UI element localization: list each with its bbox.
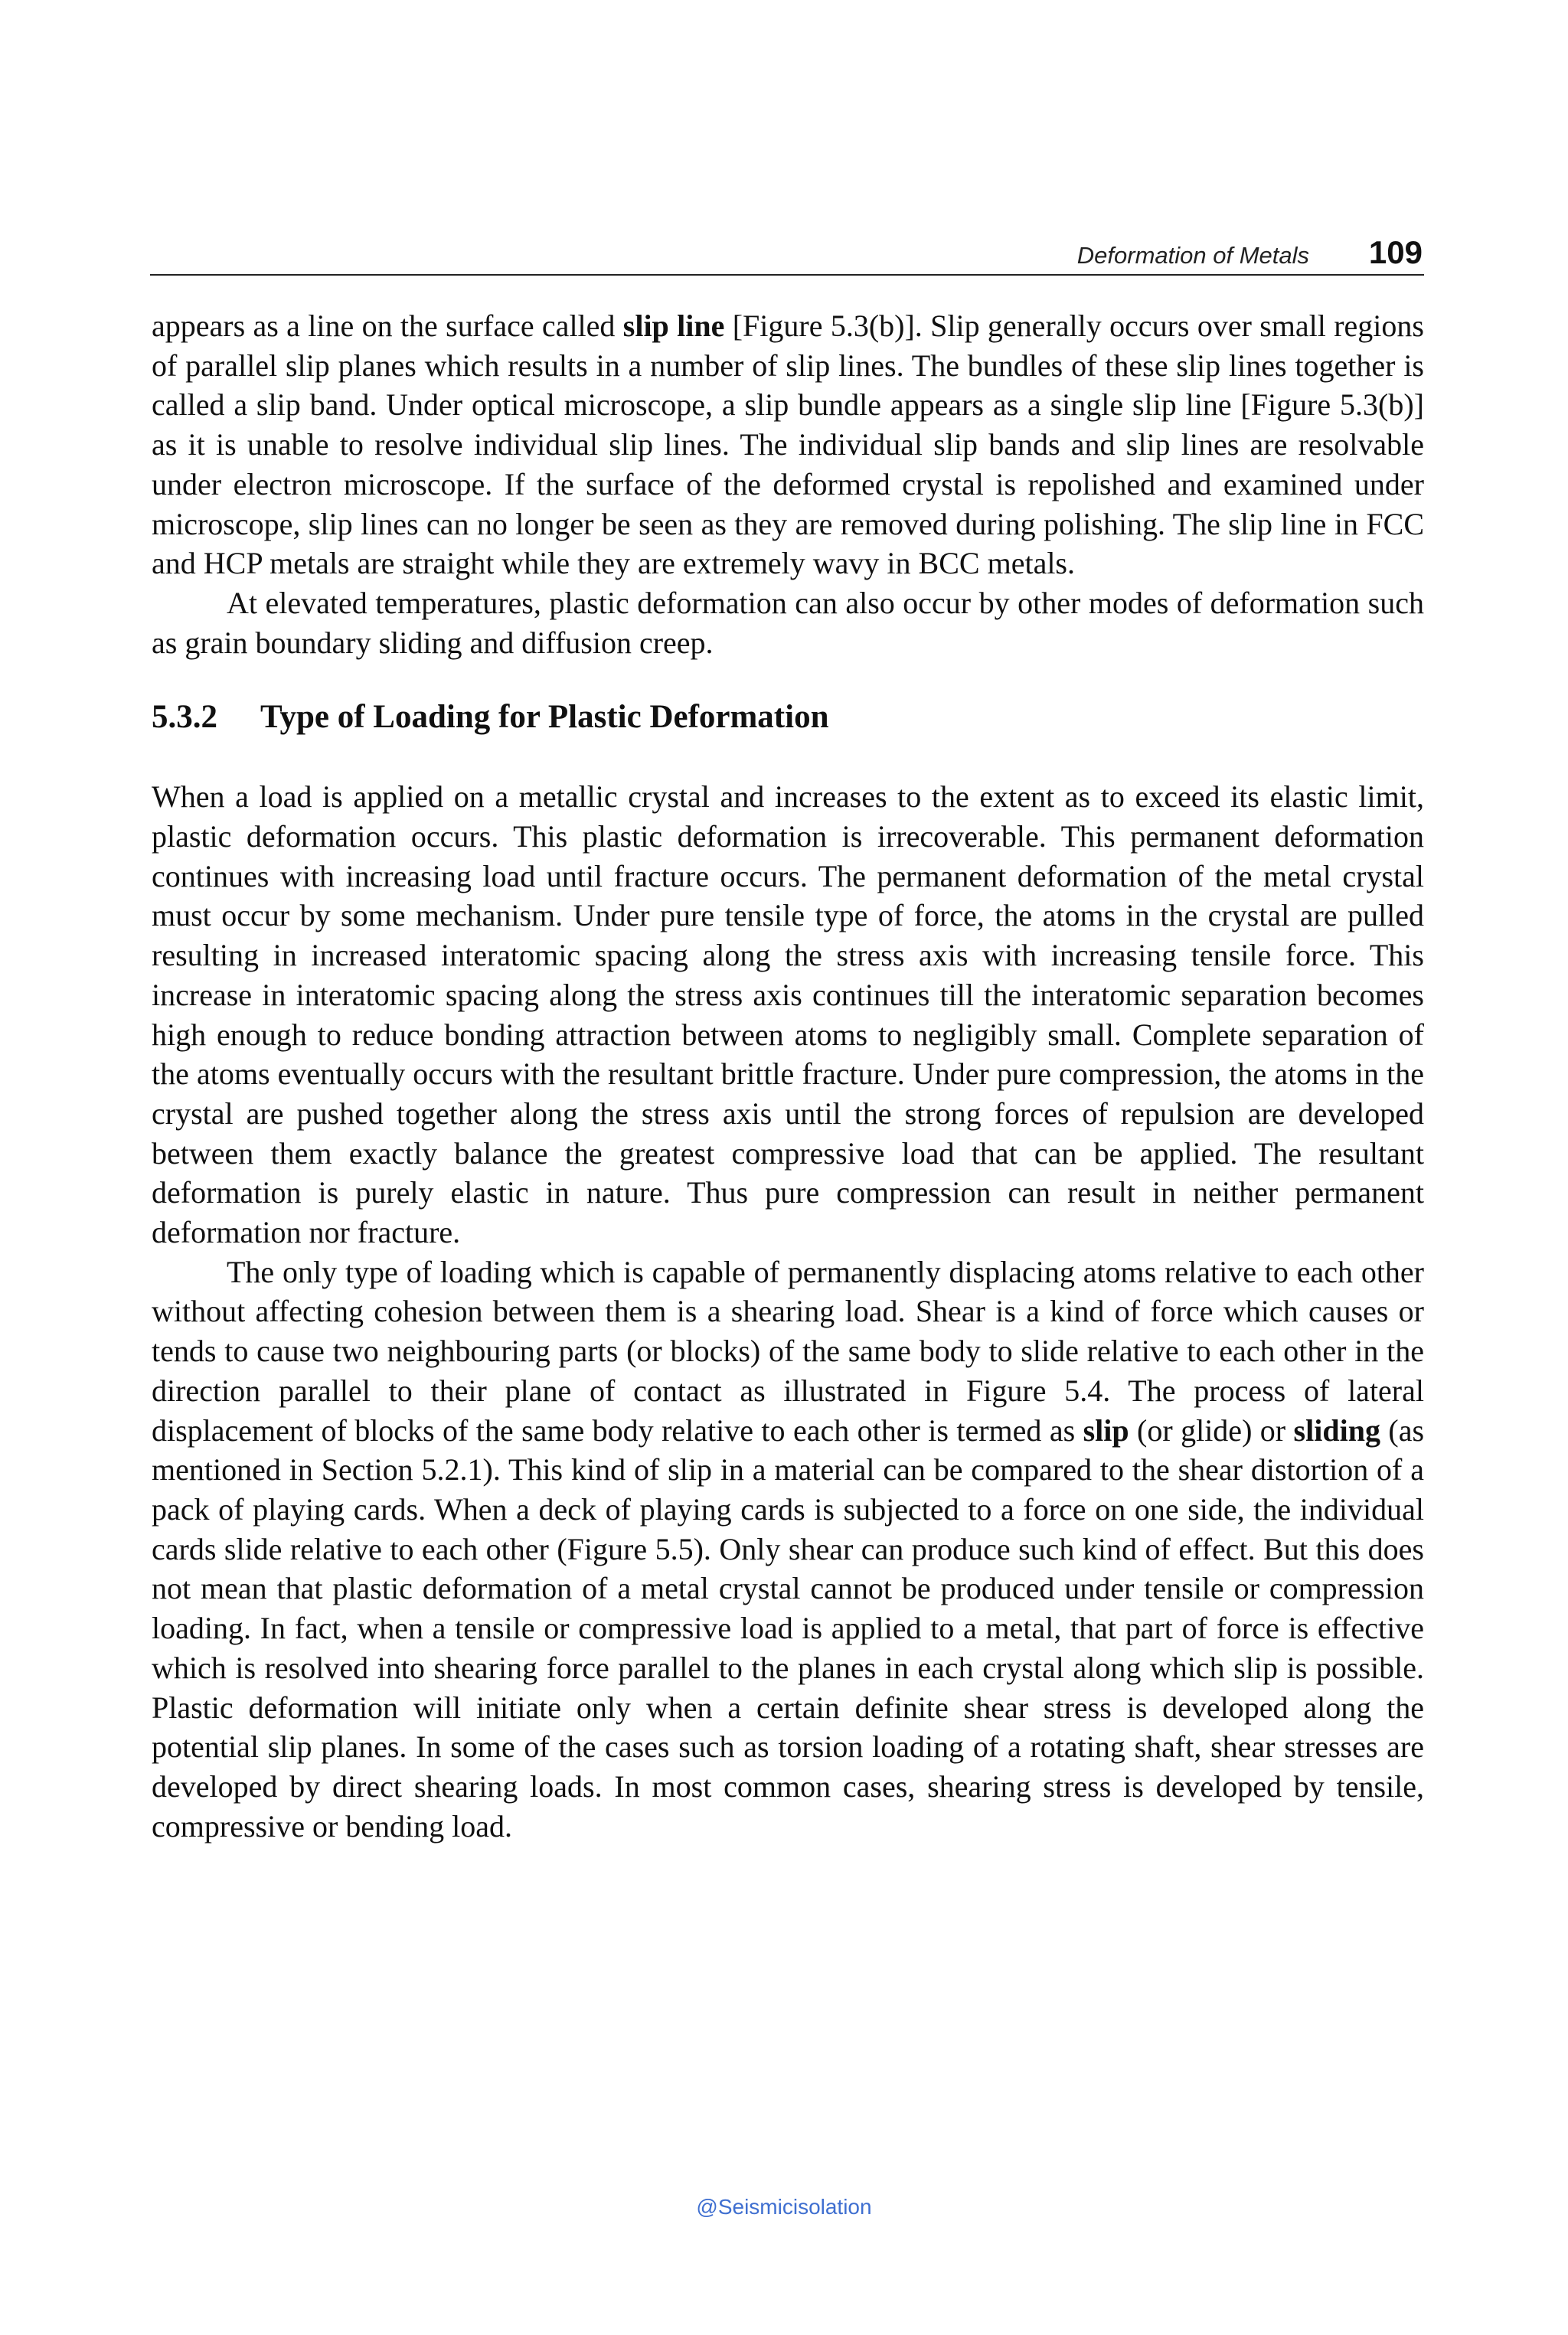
body-text <box>152 306 1424 1846</box>
paragraph-text: The only type of loading which is capable of permanently displacing atoms relative to each other without affecting cohesion between them is a shearing load. Shear is a kind of force which causes or tends to cause two neighbouring parts (or blocks) of the same body to slide relative to each other in the direction parallel to their plane of contact as illustrated in Figure 5.4. The process of lateral displacement of blocks of the same body relative to each other is termed as <box>152 1254 1424 1448</box>
running-header <box>150 234 1424 276</box>
bold-term-sliding: sliding <box>1293 1412 1380 1448</box>
paragraph-text: (or glide) or <box>1129 1412 1294 1448</box>
paragraph-text: (as mentioned in Section 5.2.1). This kind of slip in a material can be compared to the shear distortion of a pack of playing cards. When a deck of playing cards is subjected to a force on one side, the individual cards slide relative to each other (Figure 5.5). Only shear can produce such kind of effect. But this does not mean that plastic deformation of a metal crystal cannot be produced under tensile or compression loading. In fact, when a tensile or compressive load is applied to a metal, that part of force is effective which is resolved into shearing force parallel to the planes in each crystal along which slip is possible. Plastic deformation will initiate only when a certain definite shear stress is developed along the potential slip planes. In some of the cases such as torsion loading of a rotating shaft, shear stresses are developed by direct shearing loads. In most common cases, shearing stress is developed by tensile, compressive or bending load. <box>152 1412 1425 1844</box>
watermark: @Seismicisolation <box>696 2195 872 2219</box>
section-heading <box>152 696 1424 739</box>
page-number: 109 <box>1368 234 1423 270</box>
paragraph-text: appears as a line on the surface called <box>152 309 623 343</box>
running-title: Deformation of Metals <box>1076 242 1309 269</box>
paragraph-shearing-load <box>152 1252 1424 1847</box>
section-number: 5.3.2 <box>152 699 217 736</box>
bold-term-slip: slip <box>1083 1412 1129 1448</box>
paragraph-loading: When a load is applied on a metallic crystal and increases to the extent as to exceed its elastic limit, plastic deformation occurs. This plastic deformation is irrecoverable. This permanent deformation continues with increasing load until fracture occurs. The permanent deformation of the metal crystal must occur by some mechanism. Under pure tensile type of force, the atoms in the crystal are pulled resulting in increased interatomic spacing along the stress axis with increasing tensile force. This increase in interatomic spacing along the stress axis continues till the interatomic separation becomes high enough to reduce bonding attraction between atoms to negligibly small. Complete separation of the atoms eventually occurs with the resultant brittle fracture. Under pure compression, the atoms in the crystal are pushed together along the stress axis until the strong forces of repulsion are developed between them exactly balance the greatest compressive load that can be applied. The resultant deformation is purely elastic in nature. Thus pure compression can result in neither permanent deformation nor fracture. <box>152 779 1424 1250</box>
paragraph-text: [Figure 5.3(b)]. Slip generally occurs over small regions of parallel slip planes which results in a number of slip lines. The bundles of these slip lines together is called a slip band. Under optical microscope, a slip bundle appears as a single slip line [Figure 5.3(b)] as it is unable to resolve individual slip lines. The individual slip bands and slip lines are resolvable under electron microscope. If the surface of the deformed crystal is repolished and examined under microscope, slip lines can no longer be seen as they are removed during polishing. The slip line in FCC and HCP metals are straight while they are extremely wavy in BCC metals. <box>152 309 1424 581</box>
bold-term-slip-line: slip line <box>622 309 725 343</box>
paragraph-slip-lines <box>152 306 1424 583</box>
paragraph-elevated-temperatures: At elevated temperatures, plastic deformation can also occur by other modes of deformation such as grain boundary sliding and diffusion creep. <box>152 585 1424 660</box>
section-title: Type of Loading for Plastic Deformation <box>260 699 829 736</box>
